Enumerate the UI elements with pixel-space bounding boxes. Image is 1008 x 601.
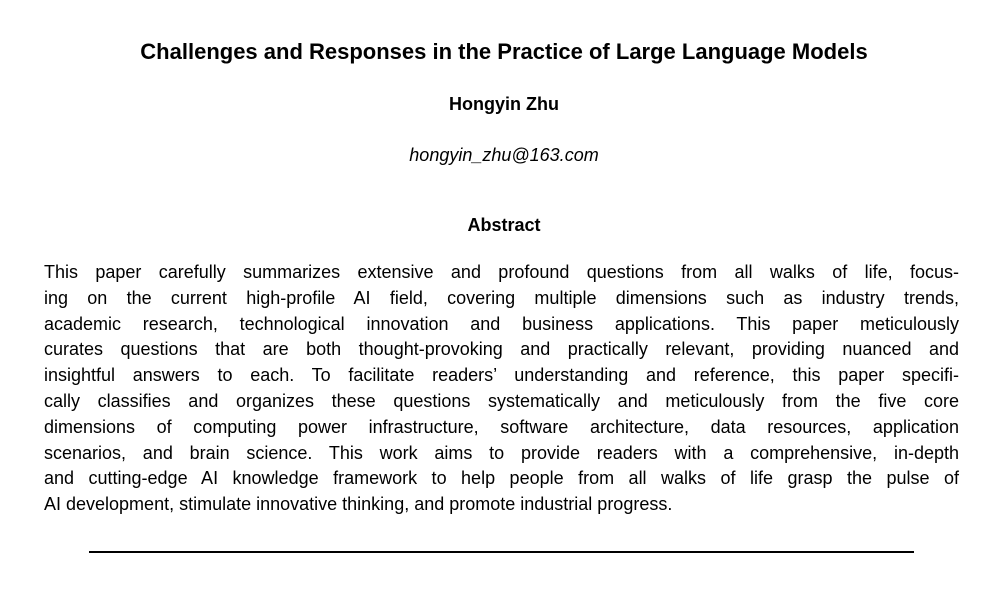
abstract-line: scenarios, and brain science. This work aims to provide readers with a comprehensive, in-depth xyxy=(44,442,959,463)
abstract-line: dimensions of computing power infrastructure, software architecture, data resources, application xyxy=(44,416,959,437)
abstract-line: AI development, stimulate innovative thinking, and promote industrial progress. xyxy=(44,494,673,515)
abstract-body xyxy=(44,260,959,518)
abstract-line: and cutting-edge AI knowledge framework to help people from all walks of life grasp the pulse of xyxy=(44,468,959,489)
abstract-line: insightful answers to each. To facilitate readers’ understanding and reference, this paper specifi- xyxy=(44,365,959,386)
section-divider xyxy=(89,551,914,553)
author-email: hongyin_zhu@163.com xyxy=(409,145,599,165)
abstract-line: curates questions that are both thought-provoking and practically relevant, providing nuanced and xyxy=(44,339,959,360)
abstract-line: This paper carefully summarizes extensive and profound questions from all walks of life, focus- xyxy=(44,262,959,282)
abstract-line: academic research, technological innovation and business applications. This paper meticulously xyxy=(44,313,959,334)
paper-title: Challenges and Responses in the Practice of Large Language Models xyxy=(140,39,868,64)
abstract-line: ing on the current high-profile AI field, covering multiple dimensions such as industry trends, xyxy=(44,287,959,308)
abstract-heading: Abstract xyxy=(467,215,541,235)
abstract-line: cally classifies and organizes these questions systematically and meticulously from the five core xyxy=(44,390,959,411)
author-name: Hongyin Zhu xyxy=(449,94,559,114)
